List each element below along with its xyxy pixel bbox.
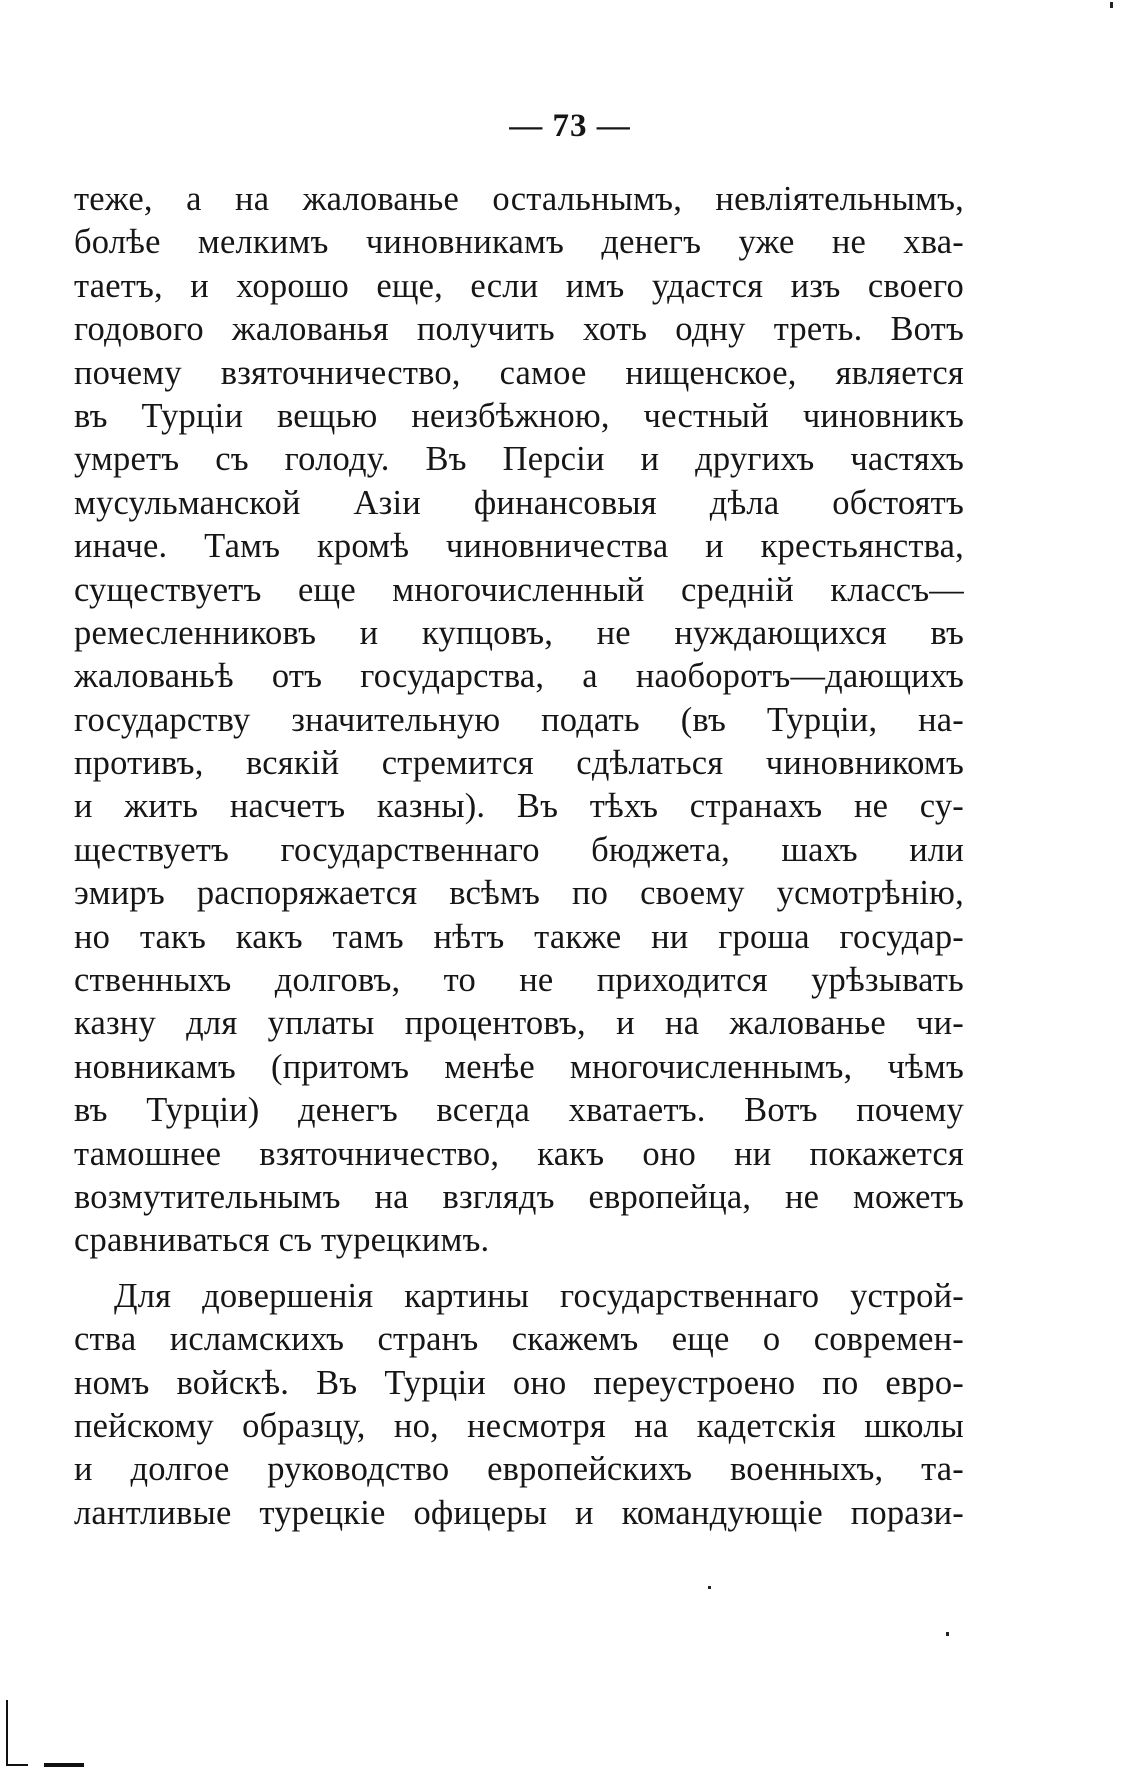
text-line: почему взяточничество, самое нищенское, является (74, 353, 964, 392)
text-line: номъ войскѣ. Въ Турціи оно переустроено по евро- (74, 1363, 964, 1402)
margin-mark (44, 1763, 84, 1767)
body-text (74, 178, 964, 1535)
text-line: годового жалованья получить хоть одну треть. Вотъ (74, 310, 964, 349)
margin-mark (6, 1764, 28, 1766)
text-line: но такъ какъ тамъ нѣтъ также ни гроша государ- (74, 917, 964, 956)
text-line: ществуетъ государственнаго бюджета, шахъ или (74, 830, 964, 869)
text-line: иначе. Тамъ кромѣ чиновничества и крестьянства, (74, 527, 964, 566)
scan-speck (708, 1586, 711, 1589)
text-line: пейскому образцу, но, несмотря на кадетскія школы (74, 1406, 964, 1445)
paragraph-2 (74, 1275, 964, 1535)
text-line: сравниваться съ турецкимъ. (74, 1221, 490, 1260)
text-line: существуетъ еще многочисленный средній классъ— (74, 570, 964, 609)
text-line: и жить насчетъ казны). Въ тѣхъ странахъ не су- (74, 787, 964, 826)
text-line: казну для уплаты процентовъ, и на жалованье чи- (74, 1004, 964, 1043)
text-line: умретъ съ голоду. Въ Персіи и другихъ частяхъ (74, 440, 964, 479)
paragraph-gap (74, 1263, 964, 1275)
text-line: новникамъ (притомъ менѣе многочисленнымъ, чѣмъ (74, 1047, 964, 1086)
text-line: въ Турціи) денегъ всегда хватаетъ. Вотъ почему (74, 1091, 964, 1130)
text-line: въ Турціи вещью неизбѣжною, честный чиновникъ (74, 396, 964, 435)
text-line: тамошнее взяточничество, какъ оно ни покажется (74, 1134, 964, 1173)
text-line: болѣе мелкимъ чиновникамъ денегъ уже не хва- (74, 223, 964, 262)
text-line: Для довершенія картины государственнаго устрой- (114, 1276, 964, 1315)
text-line: государству значительную подать (въ Турціи, на- (74, 700, 964, 739)
text-line: эмиръ распоряжается всѣмъ по своему усмотрѣнію, (74, 874, 964, 913)
page-number: — 73 — (509, 108, 631, 144)
margin-mark (6, 1700, 8, 1766)
text-line: таетъ, и хорошо еще, если имъ удастся изъ своего (74, 266, 964, 305)
text-line: противъ, всякій стремится сдѣлаться чиновникомъ (74, 744, 964, 783)
text-line: возмутительнымъ на взглядъ европейца, не можетъ (74, 1177, 964, 1216)
text-line: теже, а на жалованье остальнымъ, невліятельнымъ, (74, 180, 964, 218)
text-line: и долгое руководство европейскихъ военныхъ, та- (74, 1450, 964, 1489)
text-line: ства исламскихъ странъ скажемъ еще о современ- (74, 1320, 964, 1359)
scan-speck (1110, 2, 1113, 8)
text-line: лантливые турецкіе офицеры и командующіе порази- (74, 1493, 964, 1532)
text-line: ремесленниковъ и купцовъ, не нуждающихся въ (74, 613, 964, 652)
text-line: мусульманской Азіи финансовыя дѣла обстоятъ (74, 483, 964, 522)
text-line: ственныхъ долговъ, то не приходится урѣзывать (74, 961, 964, 1000)
scan-speck (946, 1632, 949, 1636)
text-line: жалованьѣ отъ государства, а наоборотъ—дающихъ (74, 657, 964, 696)
paragraph-1 (74, 178, 964, 1263)
